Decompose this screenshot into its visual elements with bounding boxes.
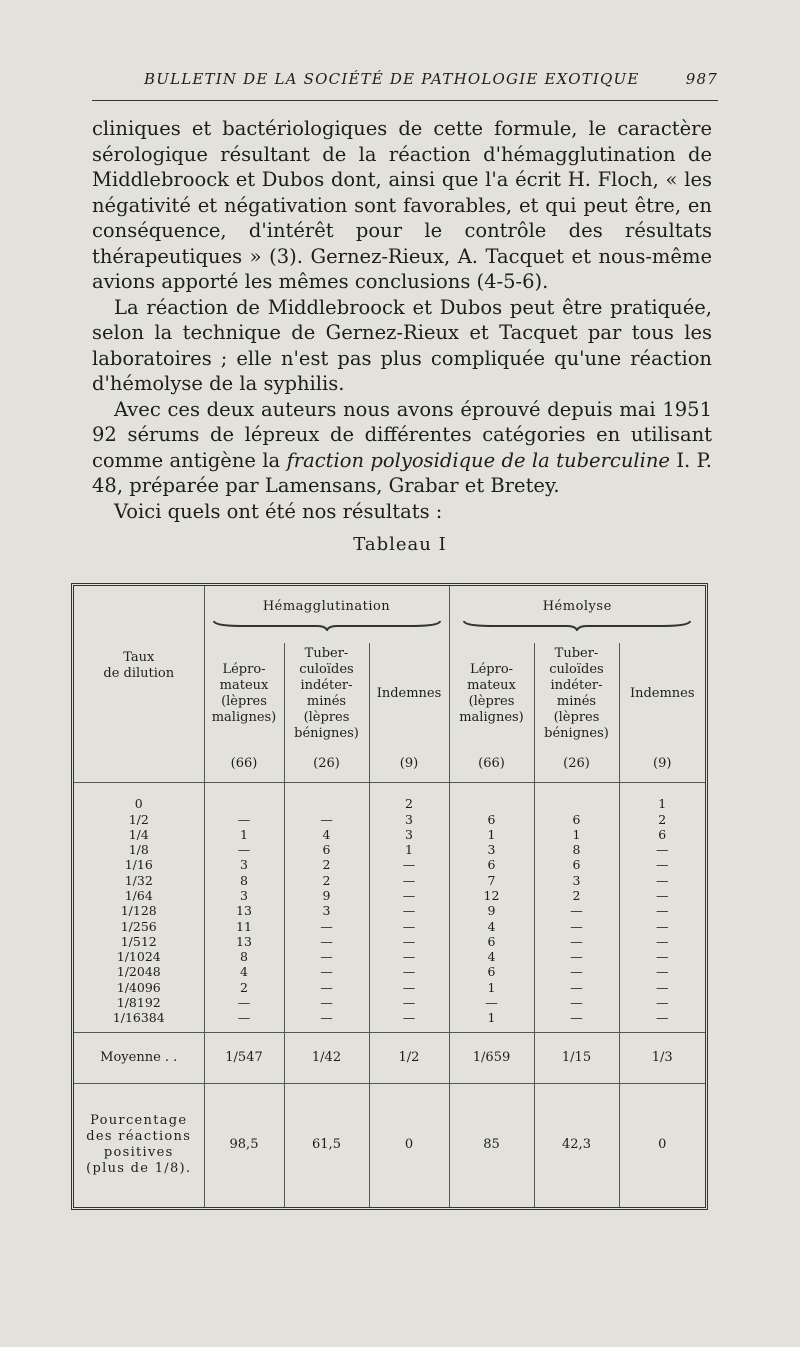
table-cell: — (320, 1010, 333, 1026)
group-hemolyse-label: Hémolyse (542, 599, 612, 615)
results-table (71, 583, 708, 1210)
table-cell: — (570, 995, 583, 1011)
hemagglutination-tuberculoides-column (287, 796, 367, 1025)
table-cell: 1 (487, 979, 496, 995)
table-cell: 8 (240, 872, 248, 888)
table-cell: 1/16384 (112, 1010, 165, 1026)
table-cell: 0 (134, 796, 143, 812)
hemolyse-indemnes-column (622, 796, 704, 1025)
journal-title: BULLETIN DE LA SOCIÉTÉ DE PATHOLOGIE EXOTIQUE (144, 70, 640, 88)
table-cell: 2 (572, 888, 581, 903)
table-cell: 1 (240, 826, 248, 842)
body-text (92, 116, 712, 524)
group-hemagglutination-label: Hémagglutination (262, 599, 391, 615)
table-cell: — (320, 995, 333, 1011)
count-cell: (9) (369, 745, 449, 782)
moyenne-cell: 1/15 (534, 1033, 619, 1083)
moyenne-cell: 1/659 (449, 1033, 534, 1083)
table-cell: 2 (322, 872, 331, 888)
table-cell: — (656, 903, 669, 919)
moyenne-label: Moyenne . . (74, 1033, 204, 1083)
table-cell: — (402, 979, 416, 995)
table-cell: 1 (658, 796, 667, 812)
table-cell: — (402, 949, 416, 965)
table-cell: 6 (487, 933, 496, 949)
table-cell: 3 (405, 826, 413, 842)
group-hemagglutination (204, 586, 449, 643)
table-cell: 1/256 (120, 918, 157, 934)
table-title: Tableau I (353, 534, 447, 555)
table-cell: 6 (487, 811, 496, 827)
paragraph-3-b: I. P. 48, préparée par Lamensans, Grabar et Bretey. (92, 448, 712, 497)
hemagglutination-indemnes-column (372, 796, 447, 1025)
paragraph-2: La réaction de Middlebroock et Dubos peut être pratiquée, selon la technique de Gernez-Rieux et Tacquet par tous les laboratoires ; elle n'est pas plus compliquée qu'une réaction d'hémolyse de la syphilis. (92, 295, 712, 395)
table-cell: 1/2048 (116, 964, 161, 980)
table-cell: — (570, 903, 583, 919)
table-cell: 4 (240, 964, 248, 980)
count-cell: (26) (284, 745, 369, 782)
table-cell: — (570, 964, 583, 980)
moyenne-cell: 1/3 (619, 1033, 705, 1083)
table-cell (207, 796, 282, 811)
table-cell: — (656, 979, 669, 995)
table-cell: 1/2 (128, 811, 149, 827)
table-cell: — (656, 888, 669, 903)
table-cell: — (402, 933, 416, 949)
count-cell: (26) (534, 745, 619, 782)
count-cell: (9) (619, 745, 705, 782)
table-cell: — (570, 918, 583, 934)
paragraph-1: cliniques et bactériologiques de cette formule, le caractère sérologique résultant de la réaction d'hémagglutination de Middlebroock et Dubos dont, ainsi que l'a écrit H. Floch, « les négativité et négativation sont favorables, et qui peut être, en conséquence, d'intérêt pour le contrôle des résultats thérapeutiques » (3). Gernez-Rieux, A. Tacquet et nous-même avions apporté les mêmes conclusions (4-5-6). (92, 117, 712, 293)
col-header-indemnes: Indemnes (629, 685, 695, 701)
table-cell: 1 (487, 826, 496, 842)
table-cell (452, 796, 532, 811)
table-cell: 3 (487, 842, 496, 858)
count-empty (74, 745, 204, 782)
table-cell: — (320, 964, 333, 980)
table-cell: — (402, 857, 416, 873)
moyenne-cell: 1/42 (284, 1033, 369, 1083)
table-cell (537, 796, 617, 811)
table-cell: 11 (236, 918, 252, 934)
table-cell: — (237, 1010, 251, 1026)
col-header-tuberculoides: Tuber- culoïdes indéter- minés (lèpres bénignes) (534, 643, 619, 746)
table-cell (287, 796, 367, 811)
table-cell: 9 (487, 903, 496, 919)
table-cell: — (320, 979, 333, 995)
table-cell: — (656, 964, 669, 980)
table-cell: — (656, 842, 669, 858)
table-cell: — (402, 1010, 416, 1026)
table-cell: — (570, 949, 583, 965)
paragraph-4: Voici quels ont été nos résultats : (114, 499, 443, 523)
hemagglutination-lepromateux-column (207, 796, 282, 1025)
table-cell: 1/4 (128, 826, 149, 842)
table-cell: 1/32 (124, 872, 153, 888)
table-cell: 6 (487, 857, 496, 873)
group-hemolyse (449, 586, 705, 643)
table-cell: — (402, 918, 416, 934)
table-cell: — (656, 949, 669, 965)
table-cell: 1/8 (128, 842, 149, 858)
table-cell: — (485, 995, 498, 1011)
table-cell: — (402, 964, 416, 980)
table-cell: — (656, 872, 669, 888)
table-cell: 4 (322, 826, 331, 842)
table-cell: 2 (322, 857, 331, 873)
table-cell: 8 (572, 842, 581, 858)
table-cell: 2 (405, 796, 413, 812)
table-cell: 12 (483, 888, 500, 903)
table-cell: — (402, 903, 416, 919)
table-cell: — (656, 857, 669, 873)
table-cell: 6 (487, 964, 496, 980)
dilution-column (76, 796, 202, 1025)
table-cell: — (320, 918, 333, 934)
pourcentage-cell: 61,5 (284, 1083, 369, 1207)
table-cell: 6 (322, 842, 331, 858)
table-cell: 9 (322, 888, 331, 903)
table-cell: 2 (658, 811, 667, 827)
table-cell: 3 (240, 888, 248, 903)
table-cell: 3 (240, 857, 248, 873)
table-cell: — (237, 842, 251, 858)
table-cell: 3 (572, 872, 581, 888)
table-cell: — (656, 918, 669, 934)
table-cell: — (402, 995, 416, 1011)
pourcentage-cell: 42,3 (534, 1083, 619, 1207)
table-cell: 1/64 (124, 888, 153, 903)
table-cell: — (237, 811, 251, 827)
table-cell: 1/512 (120, 933, 157, 949)
table-cell: 1/1024 (116, 949, 161, 965)
table-cell: 1/8192 (116, 995, 161, 1011)
table-cell: 6 (658, 826, 667, 842)
table-cell: 1/16 (124, 857, 153, 873)
brace-icon (212, 619, 442, 631)
paragraph-3-italic: fraction polyosidique de la tuberculine (286, 448, 670, 472)
table-cell: — (656, 1010, 669, 1026)
table-cell: 1 (487, 1010, 496, 1026)
paragraph-3-a: Avec ces deux auteurs nous avons éprouvé depuis mai 1951 92 sérums de lépreux de différentes catégories en utilisant comme antigène la (92, 397, 712, 472)
table-cell: — (402, 872, 416, 888)
col-header-indemnes: Indemnes (369, 643, 449, 746)
table-cell: 13 (236, 903, 252, 919)
brace-icon (462, 619, 692, 631)
table-cell: — (320, 933, 333, 949)
table-cell: 6 (572, 811, 581, 827)
pourcentage-cell: 85 (449, 1083, 534, 1207)
moyenne-cell: 1/2 (369, 1033, 449, 1083)
table-cell: — (570, 1010, 583, 1026)
table-cell: 8 (240, 949, 248, 965)
table-cell: — (570, 979, 583, 995)
count-cell: (66) (204, 745, 284, 782)
page-number: 987 (685, 70, 718, 88)
table-cell: 1/4096 (116, 979, 161, 995)
table-cell: — (656, 995, 669, 1011)
table-cell: — (320, 811, 333, 827)
moyenne-cell: 1/547 (204, 1033, 284, 1083)
table-cell: 1/128 (120, 903, 157, 919)
col-header-tuberculoides: Tuber- culoïdes indéter- minés (lèpres bénignes) (284, 643, 369, 746)
count-cell: (66) (449, 745, 534, 782)
table-cell: 4 (487, 949, 496, 965)
running-header (90, 70, 718, 88)
table-cell: 1 (405, 842, 413, 858)
paragraph-3 (92, 397, 712, 499)
pourcentage-cell: 0 (369, 1083, 449, 1207)
table-cell: 7 (487, 872, 496, 888)
table-cell: 4 (487, 918, 496, 934)
pourcentage-cell: 0 (658, 1137, 667, 1153)
table-cell: 13 (236, 933, 252, 949)
hemolyse-tuberculoides-column (537, 796, 617, 1025)
col-header-taux: Taux de dilution (74, 586, 204, 745)
header-rule (92, 100, 718, 101)
col-header-lepromateux: Lépro- mateux (lèpres malignes) (204, 643, 284, 746)
pourcentage-label: Pourcentage des réactions positives (plus de 1/8). (74, 1083, 204, 1207)
table-cell: 2 (240, 979, 248, 995)
table-cell: — (402, 888, 416, 903)
hemolyse-lepromateux-column (452, 796, 532, 1025)
table-cell: — (237, 995, 251, 1011)
table-cell: 3 (322, 903, 331, 919)
table-cell: — (320, 949, 333, 965)
table-cell: 6 (572, 857, 581, 873)
table-cell: — (656, 933, 669, 949)
table-cell: 1 (572, 826, 581, 842)
table-cell: — (570, 933, 583, 949)
col-header-lepromateux: Lépro- mateux (lèpres malignes) (449, 643, 534, 746)
table-cell: 3 (405, 811, 413, 827)
pourcentage-cell: 98,5 (204, 1083, 284, 1207)
